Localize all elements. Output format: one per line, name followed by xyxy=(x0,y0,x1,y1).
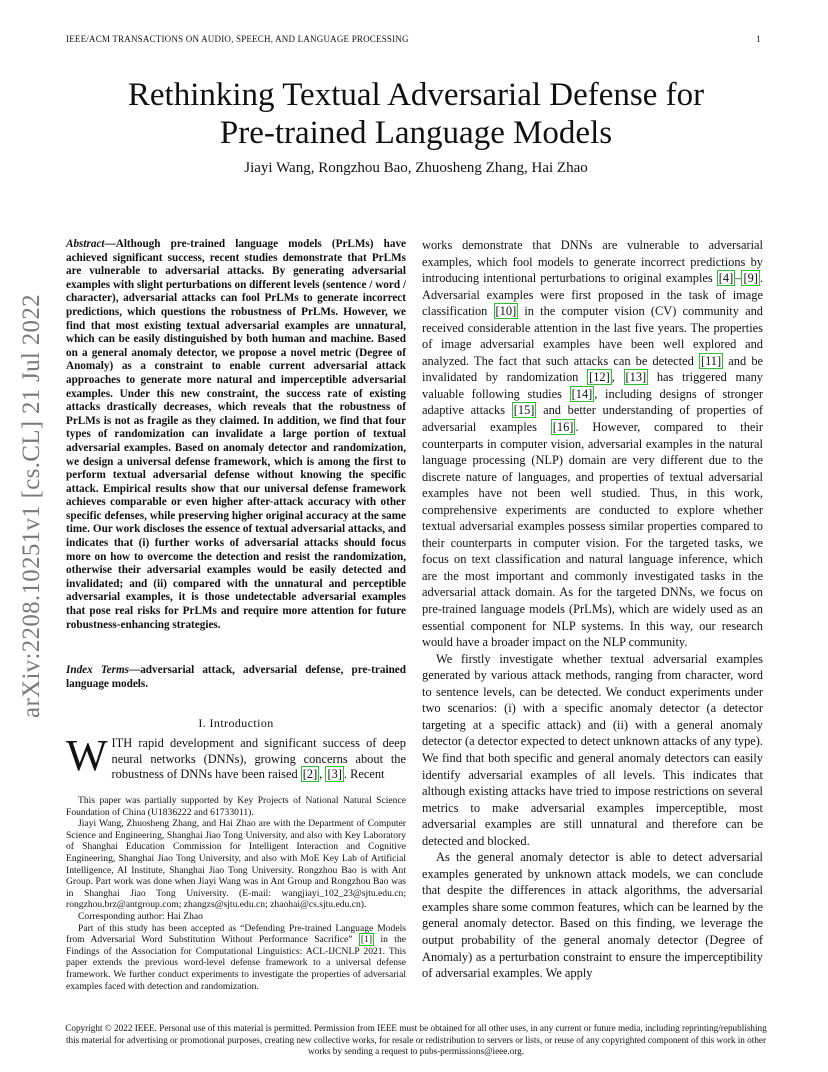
paper-title xyxy=(60,76,772,152)
paragraph xyxy=(422,237,763,651)
abstract-text: —Although pre-trained language models (PrLMs) have achieved significant success, recent studies demonstrate that PrLMs are vulnerable to adversarial attacks. By generating adversarial examples with slight perturbations on different levels (sentence / word / character), adversarial attacks can fool PrLMs to generate incorrect predictions, which questions the robustness of PrLMs. However, we find that most existing textual adversarial examples are unnatural, which can be easily distinguished by both human and machine. Based on a general anomaly detector, we propose a novel metric (Degree of Anomaly) as a constraint to enable current adversarial attack approaches to generate more natural and imperceptible adversarial examples. Under this new constraint, the success rate of existing attacks drastically decreases, which reveals that the robustness of PrLMs is not as fragile as they claimed. In addition, we find that four types of randomization can invalidate a large portion of textual adversarial examples. Based on anomaly detector and randomization, we design a universal defense framework, which is among the first to perform textual adversarial defense without knowing the specific attack. Empirical results show that our universal defense framework achieves comparable or even higher after-attack accuracy with other specific defenses, while preserving higher original accuracy at the same time. Our work discloses the essence of textual adversarial attacks, and indicates that (i) further works of adversarial attacks should focus more on how to overcome the detection and resist the randomization, otherwise their adversarial examples would be easily detected and invalidated; and (ii) compared with the unnatural and perceptible adversarial examples, it is those undetectable adversarial examples that pose real risks for PrLMs and require more attention for future robustness-enhancing strategies. xyxy=(66,238,406,631)
citation-link[interactable]: [1] xyxy=(360,934,373,946)
introduction-opening: WITH rapid development and significant success of deep neural networks (DNNs), growing concerns about the robustness of DNNs have been raised [2] , [3] . Recent xyxy=(66,731,406,781)
body-text: – xyxy=(735,271,742,286)
index-terms xyxy=(66,664,406,691)
citation-link[interactable]: [14] xyxy=(571,386,593,401)
footnote-funding: This paper was partially supported by Key Projects of National Natural Science Foundation of China (U1836222 and 61733011). xyxy=(66,795,406,818)
footnote-prior-text: Part of this study has been accepted as “Defending Pre-trained Language Models from Adversarial Word Substitution Without Performance Sacrifice” xyxy=(66,922,406,946)
footnote-affiliations: Jiayi Wang, Zhuosheng Zhang, and Hai Zhao are with the Department of Computer Science and Engineering, Shanghai Jiao Tong University, and also with Key Laboratory of Shanghai Education Commission for Intelligent Interaction and Cognitive Engineering, Shanghai Jiao Tong University, and also with MoE Key Lab of Artificial Intelligence, AI Institute, Shanghai Jiao Tong University. Rongzhou Bao is with Ant Group. Part work was done when Jiayi Wang was in Ant Group and Rongzhou Bao was in Shanghai Jiao Tong University. (E-mail: wangjiayi_102_23@sjtu.edu.cn; rongzhou.brz@antgroup.com; zhangzs@sjtu.edu.cn; zhaohai@cs.sjtu.edu.cn). xyxy=(66,818,406,911)
paragraph: As the general anomaly detector is able to detect adversarial examples generated by unknown attack models, we can conclude that despite the differences in attack algorithms, the adversarial examples share some common features, which can be learned by the general anomaly detector. Based on this finding, we leverage the output probability of the general anomaly detector (Degree of Anomaly) as a perturbation constraint to ensure the imperceptibility of adversarial examples. We apply xyxy=(422,850,763,981)
author-list: Jiayi Wang, Rongzhou Bao, Zhuosheng Zhang, Hai Zhao xyxy=(244,160,588,176)
drop-cap: W xyxy=(66,731,108,780)
citation-link[interactable]: [15] xyxy=(513,403,535,418)
citation-link[interactable]: [3] xyxy=(327,767,342,781)
index-terms-label: Index Terms xyxy=(66,664,129,676)
body-text: works demonstrate that DNNs are vulnerable to adversarial examples, which fool models to generate incorrect predictions by introducing intentional perturbations to original examples xyxy=(422,238,763,286)
intro-text-end: . Recent xyxy=(343,767,385,781)
title-line-2: Pre-trained Language Models xyxy=(219,115,613,151)
page-number: 1 xyxy=(756,34,761,44)
citation-link[interactable]: [9] xyxy=(743,271,758,286)
citation-link[interactable]: [4] xyxy=(718,271,734,286)
paragraph: We firstly investigate whether textual adversarial examples generated by various attack methods, ranging from character, word to sentence levels, can be detected. We conduct experiments under two scenarios: (i) with a specific anomaly detector (a detector targeting at a specific attack) and (ii) with a general anomaly detector (a detector expected to detect unknown attacks of any type). We find that both specific and general anomaly detectors can easily identify adversarial examples of all levels. This indicates that although existing attacks have tried to impose restrictions on several metrics to make adversarial examples imperceptible, most adversarial examples are still unnatural and therefore can be detected and blocked. xyxy=(422,651,763,848)
footnote-corresponding: Corresponding author: Hai Zhao xyxy=(78,910,203,922)
arxiv-identifier-text: arXiv:2208.10251v1 [cs.CL] 21 Jul 2022 xyxy=(18,294,45,718)
section-heading: I. Introduction xyxy=(198,716,274,730)
citation-link[interactable]: [13] xyxy=(625,370,647,385)
index-terms-text: —adversarial attack, adversarial defense, pre-trained language models. xyxy=(66,664,406,690)
footnotes xyxy=(66,795,406,992)
running-header: IEEE/ACM TRANSACTIONS ON AUDIO, SPEECH, AND LANGUAGE PROCESSING xyxy=(66,34,409,44)
abstract-label: Abstract xyxy=(66,238,105,250)
citation-link[interactable]: [12] xyxy=(589,370,610,385)
citation-link[interactable]: [10] xyxy=(495,304,517,319)
citation-link[interactable]: [16] xyxy=(552,420,574,435)
right-column-body xyxy=(422,237,763,982)
body-text: and better understanding of properties of adversarial examples xyxy=(422,403,763,435)
footnote-prior-work xyxy=(66,923,406,993)
body-text: . However, compared to their counterparts in computer vision, adversarial examples in the natural language processing (NLP) domain are very different due to the discrete nature of languages, and properties of textual adversarial examples have not been well studied. Thus, in this work, comprehensive experiments are conducted to explore whether textual adversarial examples possess similar properties compared to their counterparts in computer vision. For the targeted tasks, we focus on text classification and natural language inference, which are the most important and commonly investigated tasks in the adversarial attack domain. As for the targeted DNNs, we focus on pre-trained language models (PrLMs), which are widely used as an essential component for NLP systems. In this way, our research would have a broader impact on the NLP community. xyxy=(422,420,763,650)
arxiv-identifier xyxy=(12,286,52,726)
copyright-notice: Copyright © 2022 IEEE. Personal use of this material is permitted. Permission from IEEE must be obtained for all other uses, in any current or future media, including reprinting/republishing this material for advertising or promotional purposes, creating new collective works, for resale or redistribution to servers or lists, or reuse of any copyrighted component of this work in other works by sending a request to pubs-permissions@ieee.org. xyxy=(65,1023,767,1057)
body-text: . Adversarial examples were first proposed in the task of image classification xyxy=(422,271,763,319)
citation-link[interactable]: [2] xyxy=(302,767,318,781)
title-line-1: Rethinking Textual Adversarial Defense for xyxy=(127,77,705,113)
footnote-prior-text: in the Findings of the Association for Computational Linguistics: ACL-IJCNLP 2021. This paper extends the previous word-level defense framework to a universal defense framework. We further conduct experiments to investigate the properties of adversarial examples faced with detection and randomization. xyxy=(66,934,406,992)
body-text: , xyxy=(611,370,624,385)
body-text: has triggered many valuable following studies xyxy=(422,370,763,401)
intro-text: ITH rapid development and significant success of deep neural networks (DNNs), growing concerns about the robustness of DNNs have been raised xyxy=(111,736,406,781)
abstract xyxy=(66,238,406,632)
body-text: , including designs of stronger adaptive attacks xyxy=(422,386,763,418)
body-text: and be invalidated by randomization xyxy=(422,353,764,385)
body-text: in the computer vision (CV) community and received considerable attention in the last five years. The properties of image adversarial examples have been well explored and analyzed. The fact that such attacks can be detected xyxy=(422,304,763,368)
citation-link[interactable]: [11] xyxy=(700,353,722,368)
